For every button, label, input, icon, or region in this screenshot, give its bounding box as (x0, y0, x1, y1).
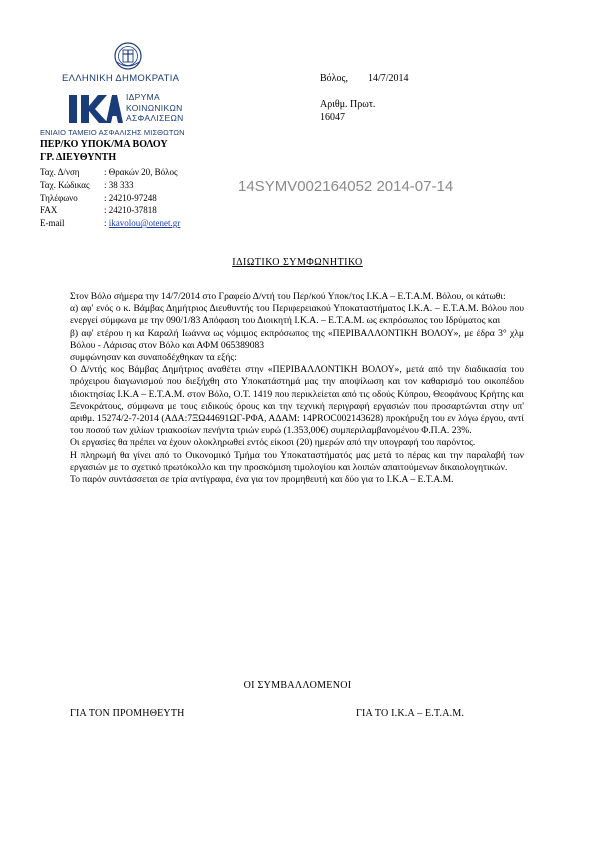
contact-value: : (104, 218, 109, 228)
state-name: ΕΛΛΗΝΙΚΗ ΔΗΜΟΚΡΑΤΙΑ (62, 73, 180, 84)
body-paragraph: Στον Βόλο σήμερα την 14/7/2014 στο Γραφείο Δ/ντή του Περ/κού Υποκ/τος Ι.Κ.Α – Ε.Τ.Α.Μ. Βόλου, οι κάτωθι: (70, 291, 506, 302)
body-paragraph: Οι εργασίες θα πρέπει να έχουν ολοκληρωθεί εντός είκοσι (20) ημερών από την υπογραφή του παρόντος. (70, 437, 476, 449)
contact-phone (40, 193, 157, 203)
contact-value: : 24210-37818 (104, 205, 157, 215)
branch-name: ΠΕΡ/ΚΟ ΥΠΟΚ/ΜΑ ΒΟΛΟΥ (40, 139, 168, 150)
body-paragraph: Ο Δ/ντής κος Βάμβας Δημήτριος αναθέτει στην «ΠΕΡΙΒΑΛΛΟΝΤΙΚΗ ΒΟΛΟΥ», μετά από την διαδικασία του πρόχειρου διαγωνισμού που διεξήχθη στο Υποκατάστημά μας την αποψίλωση και τον καθαρισμό του οικοπέδου ιδιοκτησίας Ι.Κ.Α – Ε.Τ.Α.Μ. στον Βόλο, Ο.Τ. 1419 που περικλείεται από τις οδούς Κύπρου, Θεοφάνους Κρήτης και Ξενοκράτους, σύμφωνα με τους ειδικούς όρους και την τεχνική περιγραφή εργασιών που προσαρτώνται στην υπ' αριθμ. 15274/2-7-2014 (ΑΔΑ:7ΞΩ44691ΩΓ-ΡΦΑ, ΑΔΑΜ: 14PROC002143628) προκήρυξη του εν λόγω έργου, αντί του ποσού των χιλίων τριακοσίων πενήντα τριών ευρώ (1.353,00€) συμπεριλαμβανομένου Φ.Π.Α. 23%. (70, 364, 524, 437)
contact-value: : Θρακών 20, Βόλος (104, 167, 178, 177)
contact-fax (40, 205, 157, 215)
logo-word: ΚΟΙΝΩΝΙΚΩΝ (126, 102, 183, 113)
organization-full-name: ΕΝΙΑΙΟ ΤΑΜΕΙΟ ΑΣΦΑΛΙΣΗΣ ΜΙΣΘΩΤΩΝ (40, 128, 185, 137)
place-name: Βόλος, (320, 73, 348, 84)
document-title: ΙΔΙΩΤΙΚΟ ΣΥΜΦΩΝΗΤΙΚΟ (232, 257, 363, 268)
contact-value: : 38 333 (104, 180, 134, 190)
body-paragraph: α) αφ' ενός ο κ. Βάμβας Δημήτριος Διευθυντής του Περιφερειακού Υποκαταστήματος Ι.Κ.Α. – Ε.Τ.Α.Μ. Βόλου που ενεργεί σύμφωνα με την 090/1/83 Απόφαση του Διοικητή Ι.Κ.Α. – Ε.Τ.Α.Μ. ως εκπρόσωπος του Ιδρύματος και (70, 303, 524, 327)
body-paragraph: Η πληρωμή θα γίνει από το Οικονομικό Τμήμα του Υποκαταστήματός μας μετά το πέρας και την παραλαβή των εργασιών με το σχετικό πρωτόκολλο και την προσκόμιση τιμολογίου και λοιπών απαιτούμενων δικαιολογητικών. (70, 449, 524, 473)
contact-email (40, 218, 180, 228)
parties-heading: ΟΙ ΣΥΜΒΑΛΛΟΜΕΝΟΙ (243, 680, 352, 691)
ada-stamp: 14SYMV002164052 2014-07-14 (238, 178, 454, 195)
body-paragraph: β) αφ' ετέρου η κα Καραλή Ιωάννα ως νόμιμος εκπρόσωπος της «ΠΕΡΙΒΑΛΛΟΝΤΙΚΗ ΒΟΛΟΥ», με έδρα 3° χλμ Βόλου - Λάρισας στον Βόλο και ΑΦΜ 065389083 (70, 327, 524, 351)
ika-logo-icon (68, 93, 123, 125)
email-link[interactable]: ikavolou@otenet.gr (108, 218, 181, 228)
agreement-body (70, 291, 524, 486)
greek-state-seal-icon (113, 40, 143, 72)
protocol-number: 16047 (320, 112, 345, 123)
signature-supplier: ΓΙΑ ΤΟΝ ΠΡΟΜΗΘΕΥΤΗ (70, 708, 185, 719)
contact-label: Ταχ. Κώδικας (40, 180, 90, 190)
contact-postcode (40, 180, 134, 190)
body-paragraph: συμφώνησαν και συναποδέχθηκαν τα εξής: (70, 352, 237, 364)
logo-word: ΙΔΡΥΜΑ (126, 92, 160, 102)
protocol-label: Αριθμ. Πρωτ. (320, 99, 376, 110)
ika-logo-words (126, 92, 184, 124)
date-protocol-block (320, 72, 409, 124)
contact-label: FAX (40, 205, 58, 215)
contact-value: : 24210-97248 (104, 193, 157, 203)
contact-address (40, 167, 178, 177)
contact-label: E-mail (40, 218, 65, 228)
contact-label: Ταχ. Δ/νση (40, 167, 80, 177)
department-name: ΓΡ. ΔΙΕΥΘΥΝΤΗ (40, 152, 117, 163)
document-date: 14/7/2014 (367, 73, 409, 84)
body-paragraph: Το παρόν συντάσσεται σε τρία αντίγραφα, ένα για τον προμηθευτή και δύο για το Ι.Κ.Α – Ε.Τ.Α.Μ. (70, 474, 454, 486)
contact-label: Τηλέφωνο (40, 193, 78, 203)
signature-ika: ΓΙΑ ΤΟ Ι.Κ.Α – Ε.Τ.Α.Μ. (356, 708, 465, 719)
logo-word: ΑΣΦΑΛΙΣΕΩΝ (126, 113, 184, 123)
